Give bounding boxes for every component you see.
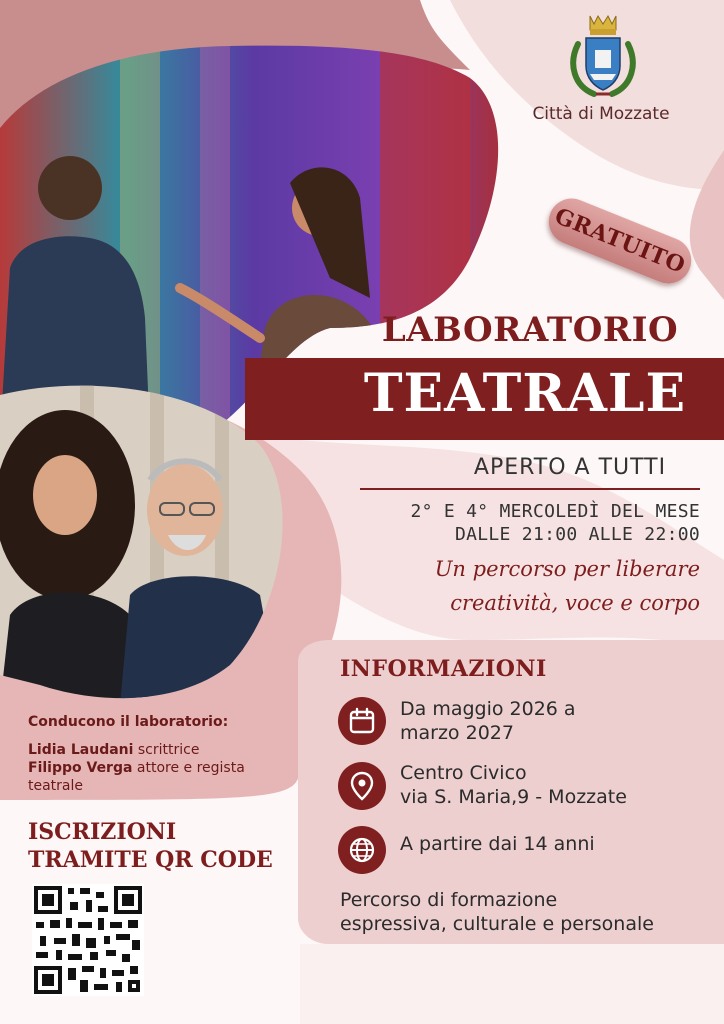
registration-heading (28, 818, 273, 874)
city-crest-icon (568, 14, 638, 102)
info-footer-line1: Percorso di formazione (340, 889, 558, 911)
leaders-heading: Conducono il laboratorio: (28, 714, 229, 730)
info-footer (340, 888, 700, 936)
registration-line1: ISCRIZIONI (28, 819, 177, 845)
info-age-line1: A partire dai 14 anni (400, 833, 595, 855)
registration-line2: TRAMITE QR CODE (28, 847, 273, 873)
leader-item (28, 759, 278, 795)
info-title: INFORMAZIONI (340, 656, 547, 682)
leader-role: scrittrice (133, 742, 200, 758)
instructors-photo (0, 385, 285, 705)
qr-code[interactable] (32, 884, 144, 996)
tagline (390, 552, 700, 620)
info-location-line2: via S. Maria,9 - Mozzate (400, 786, 627, 808)
info-location (400, 761, 627, 809)
leader-item (28, 741, 278, 759)
info-footer-line2: espressiva, culturale e personale (340, 913, 654, 935)
bottom-area (300, 944, 724, 1024)
schedule-hours: DALLE 21:00 ALLE 22:00 (454, 524, 700, 545)
tagline-line2: creatività, voce e corpo (450, 591, 700, 615)
title-line1: LABORATORIO (381, 310, 679, 350)
info-location-line1: Centro Civico (400, 762, 527, 784)
leader-name: Filippo Verga (28, 760, 133, 776)
tagline-line1: Un percorso per liberare (434, 557, 700, 581)
subtitle: APERTO A TUTTI (473, 455, 667, 480)
schedule-days: 2° E 4° MERCOLEDÌ DEL MESE (410, 501, 700, 522)
schedule (330, 500, 700, 546)
location-pin-icon (338, 762, 386, 810)
info-dates (400, 697, 576, 745)
info-dates-line2: marzo 2027 (400, 722, 514, 744)
globe-icon (338, 826, 386, 874)
leader-name: Lidia Laudani (28, 742, 134, 758)
divider (360, 488, 700, 490)
city-label: Città di Mozzate (532, 104, 670, 124)
info-dates-line1: Da maggio 2026 a (400, 698, 576, 720)
calendar-icon (338, 697, 386, 745)
title-line2: TEATRALE (363, 363, 687, 424)
free-badge-label: GRATUITO (550, 203, 689, 279)
leader-role: attore e regista teatrale (28, 760, 245, 794)
info-age (400, 832, 595, 856)
